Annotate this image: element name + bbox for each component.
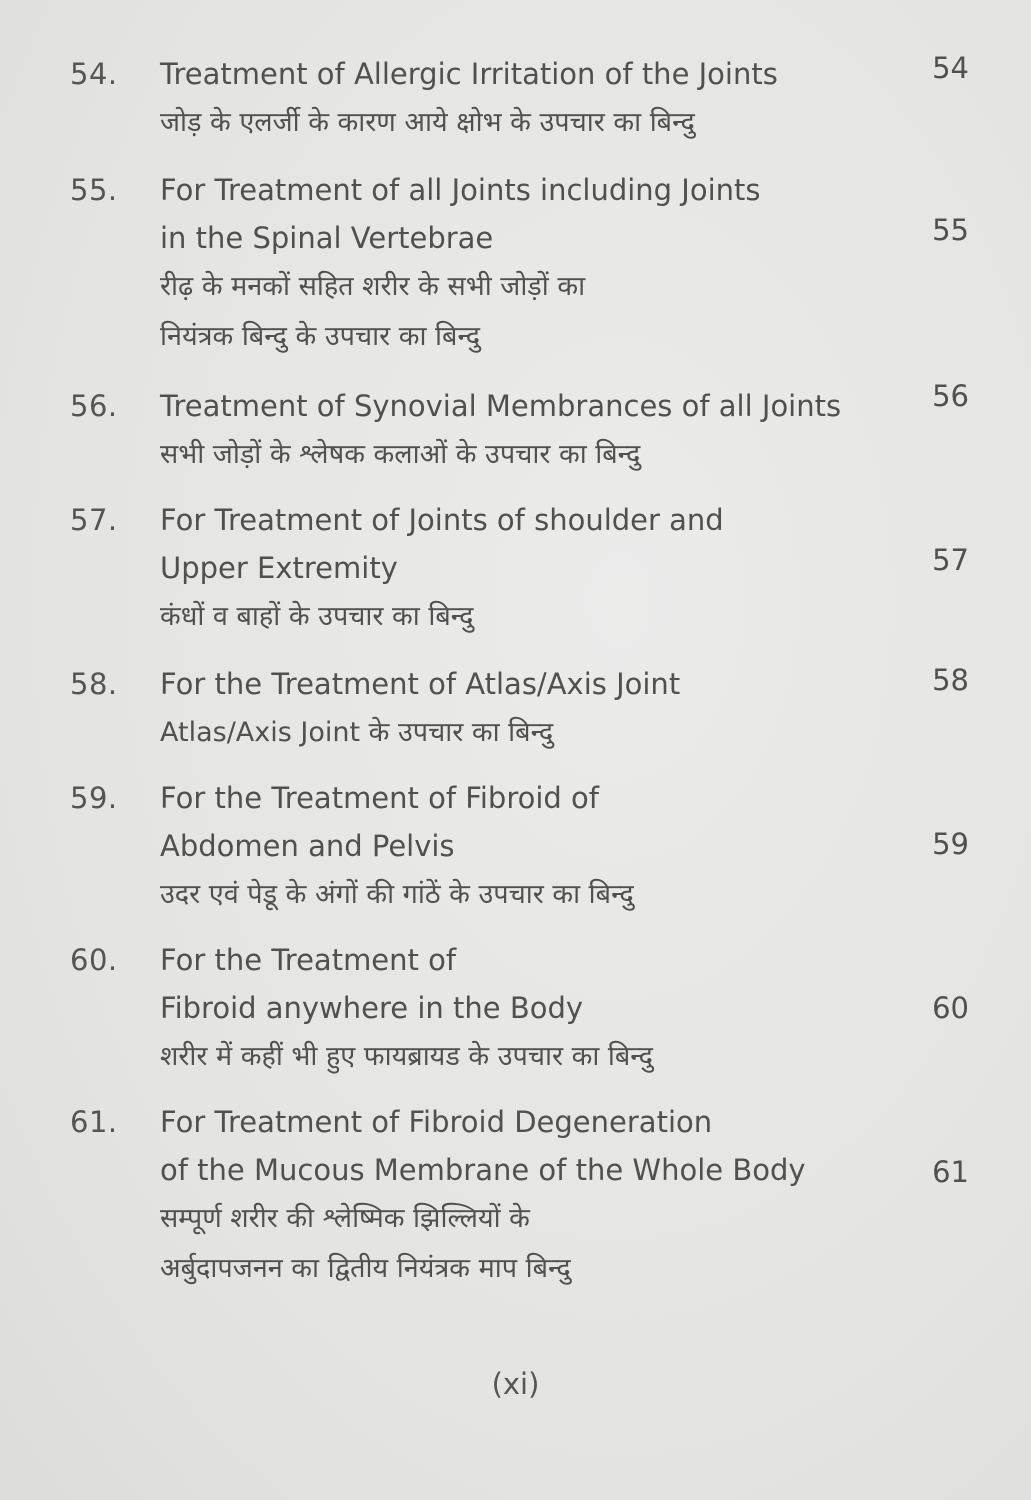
entry-number: 58. <box>70 667 118 701</box>
entry-title-english: Upper Extremity <box>160 551 398 585</box>
entry-title-hindi: रीढ़ के मनकों सहित शरीर के सभी जोड़ों का <box>160 271 586 302</box>
entry-page-number: 55 <box>932 213 969 247</box>
entry-title-english: For the Treatment of <box>160 943 457 977</box>
entry-text <box>160 166 900 362</box>
entry-text <box>160 382 900 480</box>
entry-title-hindi: कंधों व बाहों के उपचार का बिन्दु <box>160 601 474 632</box>
entry-title-hindi: शरीर में कहीं भी हुए फायब्रायड के उपचार का बिन्दु <box>160 1041 653 1072</box>
entry-title-english: For the Treatment of Atlas/Axis Joint <box>160 667 681 701</box>
entry-title-hindi: Atlas/Axis Joint के उपचार का बिन्दु <box>160 717 554 748</box>
entry-title-english: For Treatment of Fibroid Degeneration <box>160 1105 713 1139</box>
entry-title-english: For the Treatment of Fibroid of <box>160 781 599 815</box>
entry-title-english: in the Spinal Vertebrae <box>160 221 494 255</box>
entry-number: 60. <box>70 943 118 977</box>
entry-number: 61. <box>70 1105 118 1139</box>
entry-page-number: 56 <box>932 379 969 413</box>
entry-number: 59. <box>70 781 118 815</box>
entry-text <box>160 1098 900 1294</box>
entry-page-number: 59 <box>932 827 969 861</box>
entry-text <box>160 660 900 758</box>
entry-page-number: 54 <box>932 51 969 85</box>
entry-page-number: 60 <box>932 991 969 1025</box>
entry-number: 57. <box>70 503 118 537</box>
entry-page-number: 61 <box>932 1155 969 1189</box>
entry-title-english: For Treatment of Joints of shoulder and <box>160 503 724 537</box>
entry-number: 56. <box>70 389 118 423</box>
entry-title-hindi: जोड़ के एलर्जी के कारण आये क्षोभ के उपचार का बिन्दु <box>160 107 695 138</box>
entry-text <box>160 774 900 920</box>
entry-title-english: Fibroid anywhere in the Body <box>160 991 584 1025</box>
entry-title-hindi: अर्बुदापजनन का द्वितीय नियंत्रक माप बिन्दु <box>160 1253 571 1284</box>
entry-text <box>160 496 900 642</box>
entry-number: 54. <box>70 57 118 91</box>
entry-number: 55. <box>70 173 118 207</box>
entry-title-hindi: नियंत्रक बिन्दु के उपचार का बिन्दु <box>160 321 481 352</box>
entry-text <box>160 50 900 148</box>
entry-title-english: For Treatment of all Joints including Joints <box>160 173 761 207</box>
entry-page-number: 57 <box>932 543 969 577</box>
entry-title-english: Abdomen and Pelvis <box>160 829 455 863</box>
page-folio: (xi) <box>491 1367 540 1401</box>
entry-title-hindi: सम्पूर्ण शरीर की श्लेष्मिक झिल्लियों के <box>160 1203 530 1234</box>
entry-title-english: of the Mucous Membrane of the Whole Body <box>160 1153 806 1187</box>
entry-title-english: Treatment of Allergic Irritation of the Joints <box>160 57 778 91</box>
entry-title-hindi: उदर एवं पेडू के अंगों की गांठें के उपचार का बिन्दु <box>160 879 634 910</box>
entry-text <box>160 936 900 1082</box>
entry-title-hindi: सभी जोड़ों के श्लेषक कलाओं के उपचार का बिन्दु <box>160 439 641 470</box>
entry-title-english: Treatment of Synovial Membrances of all Joints <box>160 389 842 423</box>
entry-page-number: 58 <box>932 663 969 697</box>
